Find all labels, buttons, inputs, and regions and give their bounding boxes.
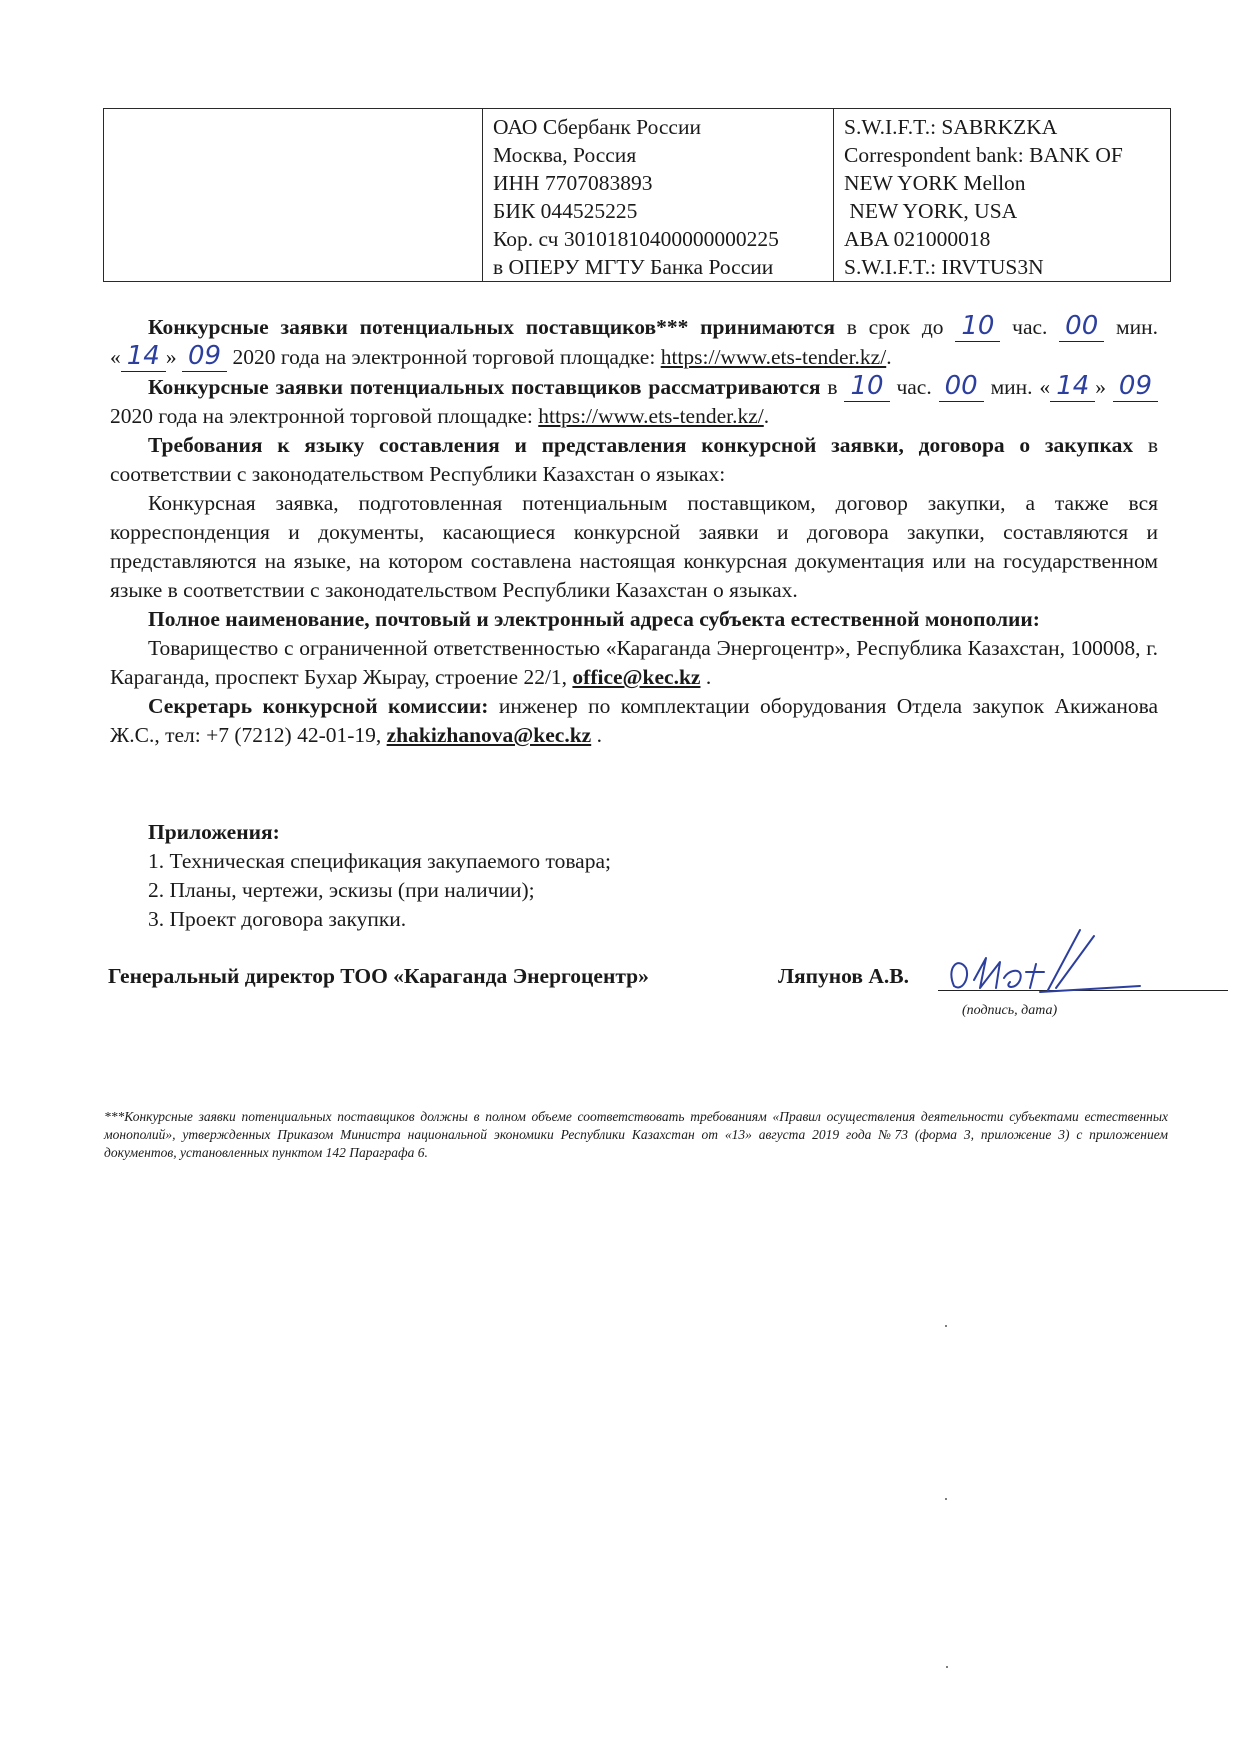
secretary-text: инженер по комплектации оборудования Отдела закупок Акижанова Ж.С., тел: +7 (7212) 42-01-19, [110,694,1158,747]
bank-line: ОАО Сбербанк России [493,115,701,139]
bank-line: Москва, Россия [493,143,637,167]
attachments-list [148,818,611,934]
language-heading: Требования к языку составления и представления конкурсной заявки, договора о закупках [148,433,1134,457]
review-paragraph [110,372,1158,431]
secretary-email-link[interactable]: zhakizhanova@kec.kz [386,723,592,747]
bank-line: Correspondent bank: BANK OF [844,143,1123,167]
handwritten-day: 14 [1050,371,1095,402]
bank-line: ABA 021000018 [844,227,991,251]
footnote: ***Конкурсные заявки потенциальных поставщиков должны в полном объеме соответствовать требованиям «Правил осуществления деятельности субъектами естественных монополий», утвержденных Приказом Министра национальной экономики Республики Казахстан от «13» августа 2019 года №73 (форма 3, приложение 3) с приложением документов, установленных пунктом 142 Параграфа 6. [104,1109,1168,1160]
entity-heading [110,605,1158,634]
signature-hint: (подпись, дата) [962,1003,1058,1018]
handwritten-month: 09 [1113,371,1158,402]
bank-line: ИНН 7707083893 [493,171,653,195]
list-item: 3. Проект договора закупки. [148,907,407,931]
language-paragraph [110,431,1158,489]
secretary-paragraph [110,692,1158,750]
scan-speck [946,1666,948,1668]
bank-line: в ОПЕРУ МГТУ Банка России [493,255,774,279]
tender-link[interactable]: https://www.ets-tender.kz/ [538,404,764,428]
handwritten-hour: 10 [844,371,889,402]
accept-paragraph [110,312,1158,372]
entity-paragraph [110,634,1158,692]
entity-text: Товарищество с ограниченной ответственностью «Караганда Энергоцентр», Республика Казахстан, 100008, г. Караганда, проспект Бухар Жырау, строение 22/1, [110,636,1158,689]
handwritten-day: 14 [121,341,166,372]
office-email-link[interactable]: office@kec.kz [572,665,701,689]
director-position: Генеральный директор ТОО «Караганда Энергоцентр» [108,964,649,988]
table-cell-russian-bank [483,109,834,282]
handwritten-signature [940,928,1180,1008]
text-fragment: час. [1000,315,1060,339]
text-fragment: . [763,404,770,428]
text-fragment: 2020 года на электронной торговой площадке: [110,404,539,428]
text-fragment: мин. « [110,315,1159,369]
bank-line: NEW YORK Mellon [844,171,1026,195]
text-fragment: в срок до [835,315,956,339]
language-body: Конкурсная заявка, подготовленная потенциальным поставщиком, договор закупки, а также вся корреспонденция и документы, касающиеся конкурсной заявки и договора закупки, составляются и представляются на языке, на котором составлена настоящая конкурсная документация или на государственном языке в соответствии с законодательством Республики Казахстан о языках. [110,491,1158,602]
bank-line: S.W.I.F.T.: IRVTUS3N [844,255,1044,279]
signature-block [108,960,1168,1000]
list-item: 2. Планы, чертежи, эскизы (при наличии); [148,878,535,902]
handwritten-month: 09 [182,341,227,372]
text-fragment: в [820,375,845,399]
bank-line: БИК 044525225 [493,199,638,223]
scan-speck [945,1325,947,1327]
secretary-heading: Секретарь конкурсной комиссии: [148,694,489,718]
language-text: в соответствии с законодательством Республики Казахстан о языках: [110,433,1158,486]
attachments-title: Приложения: [148,820,280,844]
list-item: 1. Техническая спецификация закупаемого товара; [148,849,611,873]
handwritten-minute: 00 [1059,311,1104,342]
bank-details-table [103,108,1171,282]
handwritten-hour: 10 [955,311,1000,342]
review-heading: Конкурсные заявки потенциальных поставщиков рассматриваются [148,375,821,399]
text-fragment: 2020 года на электронной торговой площадке: [227,345,661,369]
bank-line: S.W.I.F.T.: SABRKZKA [844,115,1058,139]
text-fragment: » [1095,375,1113,399]
text-fragment: . [591,723,602,747]
scan-speck [945,1498,947,1500]
text-fragment: . [886,345,892,369]
text-fragment: . [700,665,712,689]
table-cell-empty [104,109,483,282]
bank-line: Кор. сч 30101810400000000225 [493,227,779,251]
director-name: Ляпунов А.В. [778,964,909,988]
entity-heading-text: Полное наименование, почтовый и электронный адреса субъекта естественной монополии: [148,607,1040,631]
table-cell-correspondent-bank [834,109,1171,282]
bank-line: NEW YORK, USA [844,199,1018,223]
tender-link[interactable]: https://www.ets-tender.kz/ [660,345,887,369]
handwritten-minute: 00 [939,371,984,402]
text-fragment: мин. « [983,375,1051,399]
text-fragment: час. [889,375,939,399]
table-row [104,109,1171,282]
text-fragment: » [165,345,182,369]
accept-heading: Конкурсные заявки потенциальных поставщиков*** принимаются [148,315,835,339]
main-text [110,312,1158,750]
